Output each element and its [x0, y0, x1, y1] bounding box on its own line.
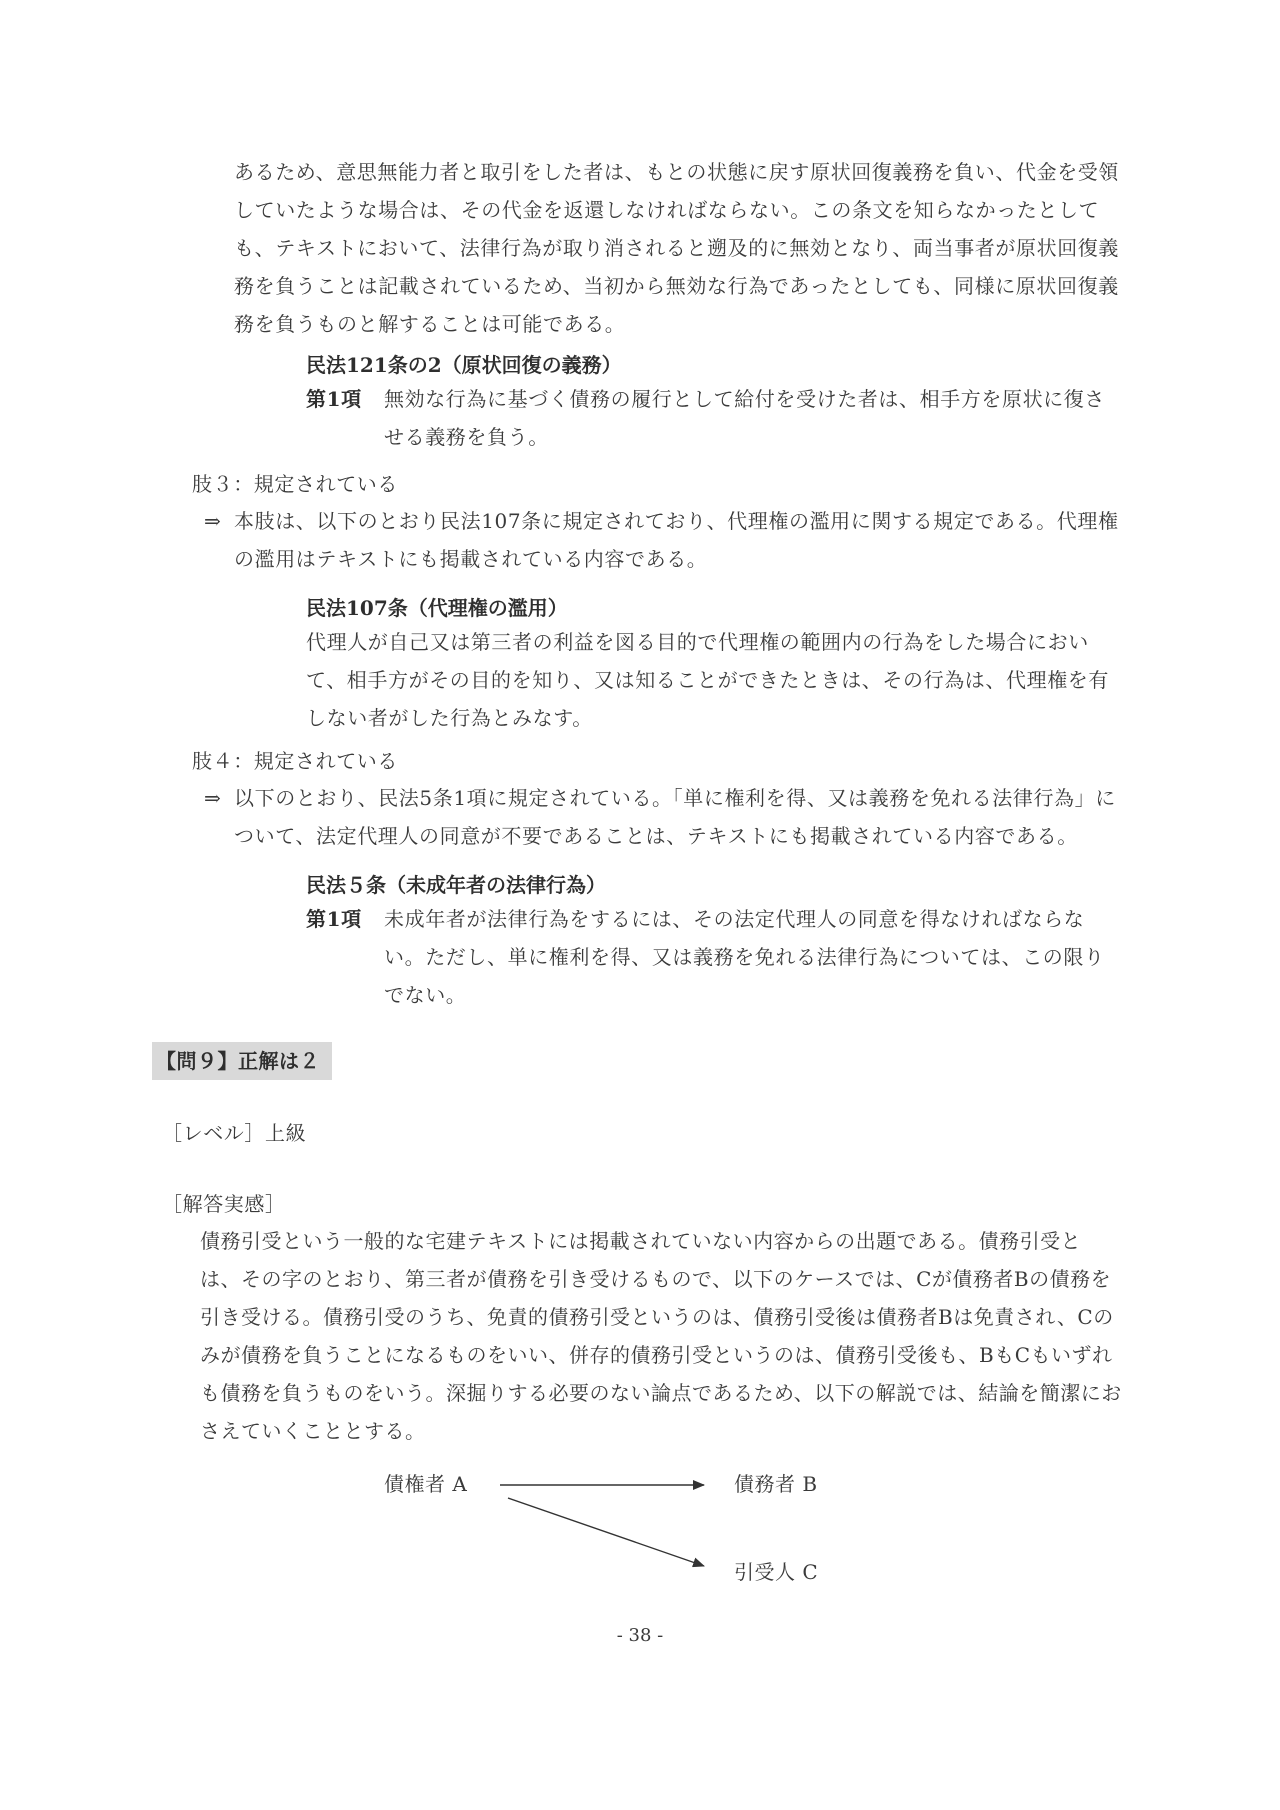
paragraph-intro: あるため、意思無能力者と取引をした者は、もとの状態に戻す原状回復義務を負い、代金を受領していたような場合は、その代金を返還しなければならない。この条文を知らなかったとしても、テキストにおいて、法律行為が取り消されると遡及的に無効となり、両当事者が原状回復義務を負うことは記載されているため、当初から無効な行為であったとしても、同様に原状回復義務を負うものと解することは可能である。: [234, 160, 1119, 336]
implies-arrow-icon: ⇒: [204, 509, 222, 533]
level-line: ［レベル］上級: [162, 1121, 307, 1145]
impression-paragraph: 債務引受という一般的な宅建テキストには掲載されていない内容からの出題である。債務引受とは、その字のとおり、第三者が債務を引き受けるもので、以下のケースでは、Cが債務者Bの債務を引き受ける。債務引受のうち、免責的債務引受というのは、債務引受後は債務者Bは免責され、Cのみが債務を負うことになるものをいい、併存的債務引受というのは、債務引受後も、BもCもいずれも債務を負うものをいう。深掘りする必要のない論点であるため、以下の解説では、結論を簡潔におさえていくこととする。: [200, 1229, 1122, 1443]
creditor-a-label: 債権者 A: [384, 1472, 468, 1496]
law-5-title: 民法５条（未成年者の法律行為）: [306, 873, 606, 897]
assignee-c-label: 引受人 C: [734, 1560, 819, 1584]
debtor-b-label: 債務者 B: [734, 1472, 818, 1496]
law-121-2-title: 民法121条の2（原状回復の義務）: [306, 353, 622, 377]
law-107-text: 代理人が自己又は第三者の利益を図る目的で代理権の範囲内の行為をした場合において、相手方がその目的を知り、又は知ることができたときは、その行為は、代理権を有しない者がした行為とみなす。: [306, 630, 1109, 730]
law-121-2-label: 第1項: [306, 387, 362, 411]
choice-3-text: 本肢は、以下のとおり民法107条に規定されており、代理権の濫用に関する規定である。代理権の濫用はテキストにも掲載されている内容である。: [234, 509, 1119, 571]
choice-3-heading: 肢３：規定されている: [192, 472, 398, 496]
impression-heading: ［解答実感］: [162, 1192, 286, 1216]
arrow-a-to-c: [508, 1498, 704, 1566]
choice-4-heading: 肢４：規定されている: [192, 749, 398, 773]
implies-arrow-icon: ⇒: [204, 786, 222, 810]
law-121-2-text: 無効な行為に基づく債務の履行として給付を受けた者は、相手方を原状に復させる義務を負う。: [384, 387, 1105, 449]
page-number: - 38 -: [616, 1625, 664, 1646]
question-answer-heading: 【問９】正解は２: [152, 1042, 332, 1080]
law-5-text: 未成年者が法律行為をするには、その法定代理人の同意を得なければならない。ただし、単に権利を得、又は義務を免れる法律行為については、この限りでない。: [384, 907, 1105, 1007]
choice-4-text: 以下のとおり、民法5条1項に規定されている。「単に権利を得、又は義務を免れる法律行為」について、法定代理人の同意が不要であることは、テキストにも掲載されている内容である。: [234, 786, 1116, 848]
law-5-label: 第1項: [306, 907, 362, 931]
law-107-title: 民法107条（代理権の濫用）: [306, 596, 568, 620]
